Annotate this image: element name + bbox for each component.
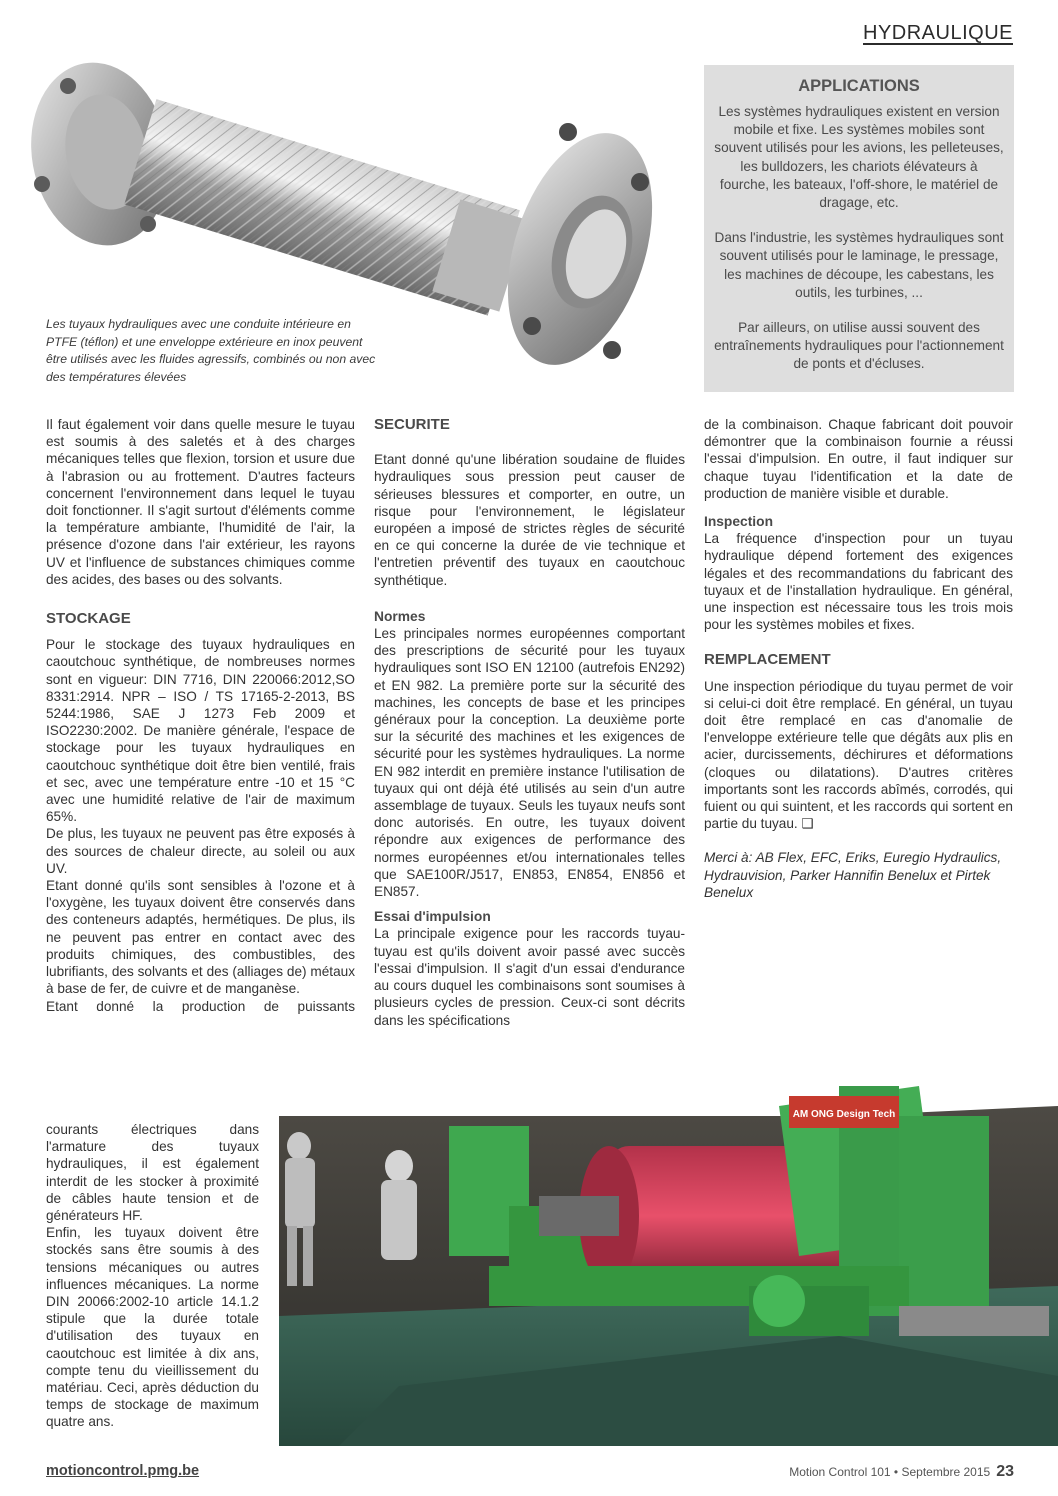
securite-heading: SECURITE xyxy=(374,416,450,433)
securite-paragraph: Etant donné qu'une libération soudaine de fluides hydrauliques sous pression peut causer de sérieuses blessures et comporter, en outre, un risque pour l'environnement, le législateur européen a imposé de strictes règles de sécurité en ce qui concerne la durée de vie technique et l'entretien préventif des tuyaux en caoutchouc synthétique. xyxy=(374,452,685,588)
stockage-paragraph: De plus, les tuyaux ne peuvent pas être exposés à des sources de chaleur directe, au soleil ou aux UV. xyxy=(46,826,355,876)
intro-paragraph: Il faut également voir dans quelle mesure le tuyau est soumis à des saletés et à des charges mécaniques telles que flexion, torsion et usure due à l'abrasion ou au frottement. D'autres facteurs concernent l'environnement dans lequel le tuyau doit fonctionner. Il s'agit surtout d'éléments comme la température ambiante, l'humidité de l'air, la présence d'ozone dans l'air extérieur, les rayons UV et l'influence de substances chimiques comme des acides, des bases ou des solvants. xyxy=(46,417,355,587)
remplacement-heading: REMPLACEMENT xyxy=(704,651,831,669)
normes-heading: Normes xyxy=(374,608,426,624)
applications-title: APPLICATIONS xyxy=(798,77,920,95)
remplacement-text: Une inspection périodique du tuyau permet de voir si celui-ci doit être remplacé. En général, un tuyau doit être remplacé en cas d'anomalie de l'enveloppe extérieure telle que dégâts aux plis en acier, durcissements, déchirures et déformations (cloques ou dilatations). D'autres critères importants sont les raccords abîmés, corrodés, qui fuient ou qui suintent, et les raccords qui sortent en partie du tuyau. xyxy=(704,678,1013,832)
applications-paragraph: Les systèmes hydrauliques existent en version mobile et fixe. Les systèmes mobiles sont souvent utilisés pour les avions, les pelleteuses, les bulldozers, les chariots élévateurs à fourche, les bateaux, l'off-shore, le matériel de dragage, etc. xyxy=(714,104,1004,211)
website-link[interactable]: motioncontrol.pmg.be xyxy=(46,1463,200,1479)
issue-info: Motion Control 101 • Septembre 2015 xyxy=(789,1465,991,1479)
end-mark-icon: ❑ xyxy=(801,816,814,832)
applications-paragraph: Dans l'industrie, les systèmes hydrauliques sont souvent utilisés pour le laminage, le pressage, les machines de découpe, les cabestans, les outils, les turbines, ... xyxy=(714,230,1004,300)
page-number: 23 xyxy=(996,1463,1014,1480)
photo-caption: Les tuyaux hydrauliques avec une conduite intérieure en PTFE (téflon) et une enveloppe extérieure en inox peuvent être utilisés avec les fluides agressifs, combinés ou non avec des températures élevées xyxy=(46,317,376,384)
thanks-note: Merci à: AB Flex, EFC, Eriks, Euregio Hydraulics, Hydrauvision, Parker Hannifin Benelux et Pirtek Benelux xyxy=(704,850,1002,900)
machine-label: AM ONG Design Tech xyxy=(792,1109,896,1120)
stockage-paragraph: Etant donné la production de puissants xyxy=(46,998,355,1014)
stockage-paragraph: Pour le stockage des tuyaux hydrauliques en caoutchouc synthétique, de nombreuses normes sont en vigueur: DIN 7716, DIN 220066:2012,SO 8331:2914. NPR – ISO / TS 17165-2-2013, BS 5244:1986, SAE J 1273 Feb 2009 et ISO2230:2002. De manière générale, l'espace de stockage pour les tuyaux hydrauliques en caoutchouc synthétique doit être bien ventilé, frais et sec, avec une température entre -10 et 15 °C avec une humidité relative de l'air de maximum 65%. xyxy=(46,637,355,825)
stockage-paragraph: Enfin, les tuyaux doivent être stockés sans être soumis à des tensions mécaniques ou autres influences mécaniques. La norme DIN 20066:2002-10 article 14.1.2 stipule que la durée totale d'utilisation des tuyaux en caoutchouc est limitée à dix ans, compte tenu du vieillissement du matériau. Ceci, après déduction du temps de stockage de maximum quatre ans. xyxy=(46,1225,259,1430)
essai-heading: Essai d'impulsion xyxy=(374,909,491,925)
stockage-paragraph: Etant donné qu'ils sont sensibles à l'ozone et à l'oxygène, les tuyaux doivent être conservés dans des conteneurs adaptés, hermétiques. De plus, ils ne peuvent pas entrer en contact avec des produits chimiques, des combustibles, des lubrifiants, des solvants et des (alliages de) métaux à base de fer, de cuivre et de manganèse. xyxy=(46,878,355,997)
normes-paragraph: Les principales normes européennes comportant des prescriptions de sécurité pour les tuyaux hydrauliques sont ISO EN 12100 (autrefois EN292) et EN 982. La première porte sur la sécurité des machines, les concepts de base et les principes généraux pour la conception. La deuxième porte sur la sécurité des machines et les exigences de sécurité pour les systèmes hydrauliques. La norme EN 982 interdit en première instance l'utilisation de tuyaux qui ont déjà été utilisés au sein d'un autre assemblage de tuyaux. Seuls les tuyaux neufs sont donc autorisés. En outre, les tuyaux doivent répondre aux exigences de performance des normes européennes et/ou internationales telles que SAE100R/J517, EN853, EN854, EN856 et EN857. xyxy=(374,626,685,900)
column-2 xyxy=(374,416,685,1029)
applications-box xyxy=(704,65,1014,392)
applications-paragraph: Par ailleurs, on utilise aussi souvent des entraînements hydrauliques pour l'actionnement de ponts et d'écluses. xyxy=(714,320,1004,372)
stockage-paragraph: courants électriques dans l'armature des tuyaux hydrauliques, il est également interdit de les stocker à proximité de câbles haute tension et de générateurs HF. xyxy=(46,1122,259,1224)
column-3 xyxy=(704,416,1013,901)
rolling-machine-photo xyxy=(279,1086,1058,1446)
inspection-paragraph: La fréquence d'inspection pour un tuyau hydraulique dépend fortement des exigences légales et des recommandations du fabricant des tuyaux et de l'installation hydraulique. En général, une inspection est nécessaire tous les trois mois pour les systèmes mobiles et fixes. xyxy=(704,531,1013,633)
issue-footer xyxy=(789,1463,1014,1481)
column-1-narrow xyxy=(46,1121,259,1431)
inspection-heading: Inspection xyxy=(704,514,773,530)
column-1 xyxy=(46,416,355,1015)
section-tag: HYDRAULIQUE xyxy=(863,22,1013,44)
stockage-heading: STOCKAGE xyxy=(46,610,131,628)
essai-paragraph: La principale exigence pour les raccords tuyau-tuyau est qu'ils doivent avoir passé avec succès l'essai d'impulsion. Il s'agit d'un essai d'endurance au cours duquel les combinaisons sont soumises à plusieurs cycles de pression. Ceux-ci sont décrits dans les spécifications xyxy=(374,926,685,1028)
remplacement-paragraph xyxy=(704,678,1013,833)
continuation-paragraph: de la combinaison. Chaque fabricant doit pouvoir démontrer que la combinaison fournie a réussi l'essai d'impulsion. En outre, il faut indiquer sur chaque tuyau l'identification et la date de production de manière visible et durable. xyxy=(704,417,1013,501)
